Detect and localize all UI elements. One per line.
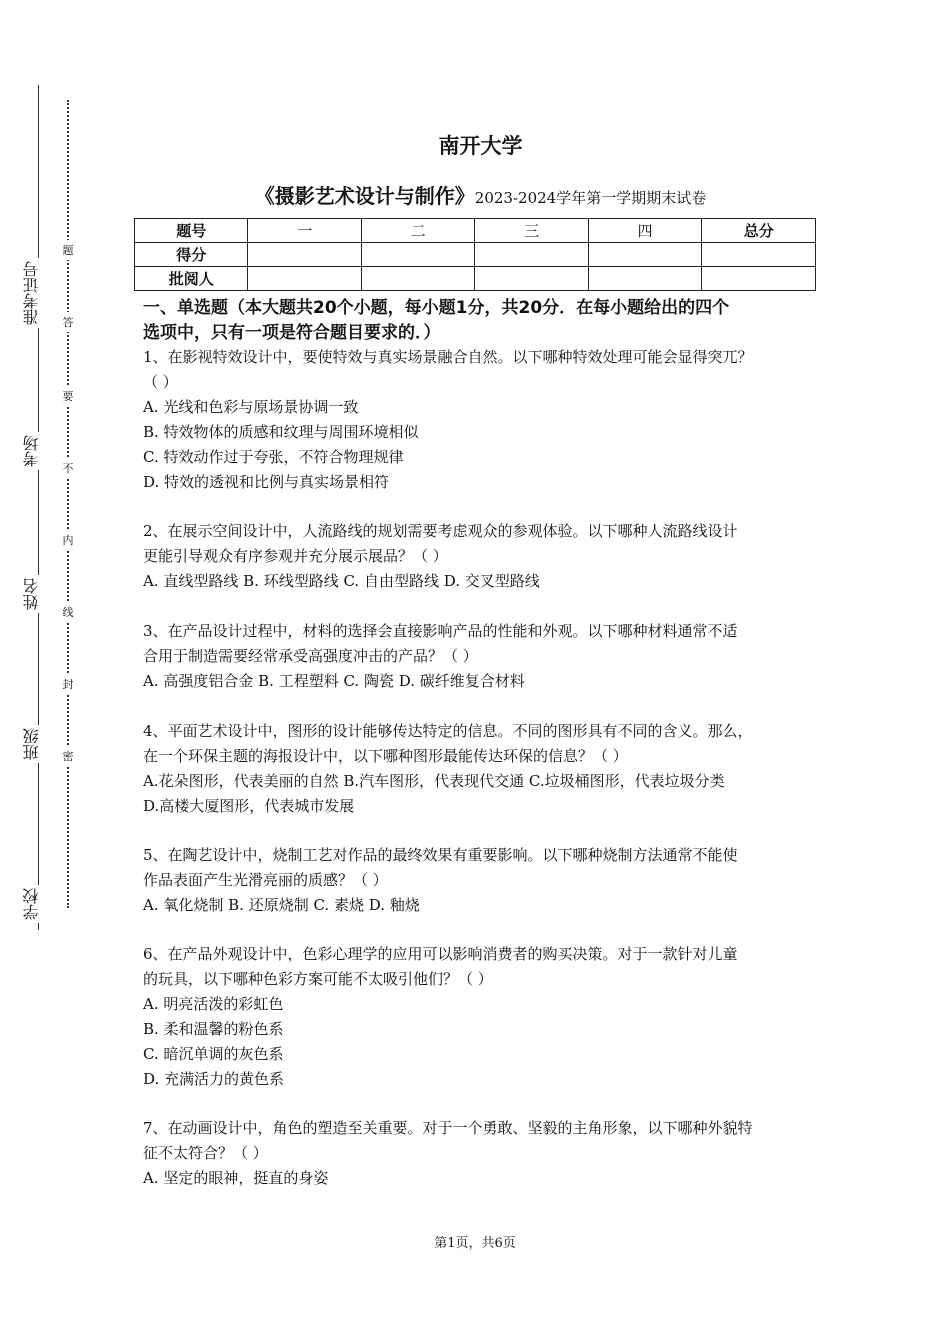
seal-char: 要 (58, 386, 78, 406)
question-text: 在一个环保主题的海报设计中，以下哪种图形最能传达环保的信息？（ ） (143, 747, 628, 765)
course-title: 《摄影艺术设计与制作》 (254, 184, 475, 208)
label-exam-number: 准考证号 (20, 258, 58, 328)
option: B. 特效物体的质感和纹理与周围环境相似 (143, 423, 419, 441)
header-cell: 三 (475, 219, 588, 243)
label-class: 班级 (20, 725, 58, 763)
option: A. 高强度铝合金 B. 工程塑料 C. 陶瓷 D. 碳纤维复合材料 (143, 672, 525, 690)
question-6 (143, 942, 823, 1092)
grader-cell[interactable] (702, 267, 816, 291)
question-text: 5、在陶艺设计中，烧制工艺对作品的最终效果有重要影响。以下哪种烧制方法通常不能使 (143, 846, 738, 864)
page-footer: 第1页，共6页 (434, 1236, 516, 1251)
question-text: 合用于制造需要经常承受高强度冲击的产品？（ ） (143, 647, 478, 665)
row-label: 得分 (135, 243, 248, 267)
row-label: 批阅人 (135, 267, 248, 291)
option: C. 特效动作过于夸张，不符合物理规律 (143, 448, 404, 466)
label-name: 姓名 (20, 575, 58, 613)
question-text: 4、平面艺术设计中，图形的设计能够传达特定的信息。不同的图形具有不同的含义。那么， (143, 722, 753, 740)
binding-margin (0, 0, 110, 1344)
question-text: 3、在产品设计过程中，材料的选择会直接影响产品的性能和外观。以下哪种材料通常不适 (143, 622, 738, 640)
option: A. 氧化烧制 B. 还原烧制 C. 素烧 D. 釉烧 (143, 896, 420, 914)
seal-char: 答 (58, 312, 78, 332)
seal-char: 线 (58, 602, 78, 622)
option: A. 光线和色彩与原场景协调一致 (143, 398, 359, 416)
question-text: 的玩具，以下哪种色彩方案可能不太吸引他们？（ ） (143, 970, 493, 988)
fill-in-line (38, 85, 39, 930)
header-cell: 一 (248, 219, 361, 243)
seal-char: 不 (58, 458, 78, 478)
university-name: 南开大学 (438, 134, 523, 158)
option: A. 坚定的眼神，挺直的身姿 (143, 1169, 329, 1187)
question-text: 作品表面产生光滑亮丽的质感？（ ） (143, 871, 388, 889)
label-school: 学校 (20, 885, 58, 923)
header-cell: 题号 (135, 219, 248, 243)
option: A.花朵图形，代表美丽的自然 B.汽车图形，代表现代交通 C.垃圾桶图形，代表垃圾分类 (143, 772, 725, 790)
score-cell[interactable] (588, 243, 701, 267)
question-2 (143, 519, 823, 594)
score-cell[interactable] (702, 243, 816, 267)
grader-cell[interactable] (588, 267, 701, 291)
seal-char: 题 (58, 240, 78, 260)
grader-cell[interactable] (361, 267, 474, 291)
seal-dotted-line (67, 100, 69, 908)
header-cell: 四 (588, 219, 701, 243)
question-text: （ ） (143, 373, 178, 391)
option: D. 充满活力的黄色系 (143, 1070, 285, 1088)
question-text: 1、在影视特效设计中，要使特效与真实场景融合自然。以下哪种特效处理可能会显得突兀？ (143, 348, 753, 366)
score-cell[interactable] (475, 243, 588, 267)
option: C. 暗沉单调的灰色系 (143, 1045, 284, 1063)
option: A. 明亮活泼的彩虹色 (143, 995, 284, 1013)
header-cell: 总分 (702, 219, 816, 243)
grader-row (135, 267, 816, 291)
section-heading-line: 一、单选题（本大题共20个小题，每小题1分，共20分．在每小题给出的四个 (143, 298, 730, 318)
question-5 (143, 843, 823, 918)
grader-cell[interactable] (475, 267, 588, 291)
question-3 (143, 619, 823, 694)
score-row (135, 243, 816, 267)
question-text: 7、在动画设计中，角色的塑造至关重要。对于一个勇敢、坚毅的主角形象，以下哪种外貌特 (143, 1119, 753, 1137)
seal-char: 封 (58, 674, 78, 694)
seal-char: 内 (58, 530, 78, 550)
question-7 (143, 1116, 823, 1191)
question-4 (143, 719, 823, 819)
option: D. 特效的透视和比例与真实场景相符 (143, 473, 390, 491)
seal-char: 密 (58, 746, 78, 766)
grader-cell[interactable] (248, 267, 361, 291)
score-table (134, 218, 816, 291)
score-table-header-row (135, 219, 816, 243)
question-text: 征不太符合？（ ） (143, 1144, 268, 1162)
exam-term: 2023-2024学年第一学期期末试卷 (474, 189, 707, 207)
label-exam-room: 考场 (20, 432, 58, 470)
section-heading-line: 选项中，只有一项是符合题目要求的．） (143, 323, 441, 343)
question-text: 2、在展示空间设计中，人流路线的规划需要考虑观众的参观体验。以下哪种人流路线设计 (143, 522, 738, 540)
option: B. 柔和温馨的粉色系 (143, 1020, 284, 1038)
exam-title (143, 180, 818, 209)
score-cell[interactable] (361, 243, 474, 267)
section-heading (143, 296, 823, 346)
score-cell[interactable] (248, 243, 361, 267)
option: D.高楼大厦图形，代表城市发展 (143, 797, 355, 815)
question-text: 6、在产品外观设计中，色彩心理学的应用可以影响消费者的购买决策。对于一款针对儿童 (143, 945, 738, 963)
question-text: 更能引导观众有序参观并充分展示展品？（ ） (143, 547, 448, 565)
option: A. 直线型路线 B. 环线型路线 C. 自由型路线 D. 交叉型路线 (143, 572, 540, 590)
question-1 (143, 345, 823, 495)
header-cell: 二 (361, 219, 474, 243)
